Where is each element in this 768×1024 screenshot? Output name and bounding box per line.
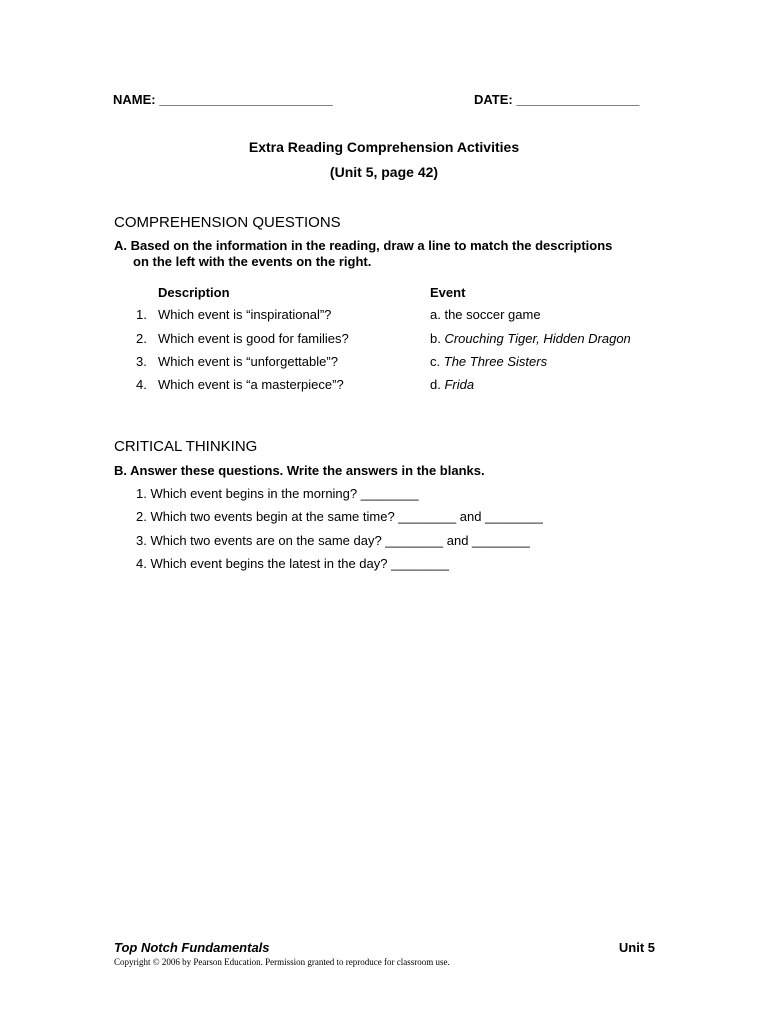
name-field (113, 92, 333, 107)
row-description: Which event is “a masterpiece”? (158, 377, 344, 392)
page-title: Extra Reading Comprehension Activities (248, 139, 520, 155)
match-row (0, 307, 768, 325)
page-subtitle: (Unit 5, page 42) (329, 164, 439, 180)
row-event (430, 354, 547, 369)
match-row (0, 377, 768, 395)
question-item: 3. Which two events are on the same day? ________ and ________ (136, 533, 530, 548)
copyright-notice: Copyright © 2006 by Pearson Education. Permission granted to reproduce for classroom use. (114, 957, 450, 967)
event-name: The Three Sisters (443, 354, 548, 369)
instruction-a-line2: on the left with the events on the right. (133, 254, 372, 269)
date-blank: _________________ (516, 92, 640, 107)
row-description: Which event is good for families? (158, 331, 349, 346)
event-letter: d. (430, 377, 441, 392)
row-number: 2. (136, 331, 147, 346)
column-header-description: Description (158, 285, 230, 300)
event-letter: b. (430, 331, 441, 346)
row-description: Which event is “unforgettable”? (158, 354, 338, 369)
question-item: 2. Which two events begin at the same time? ________ and ________ (136, 509, 543, 524)
match-row (0, 354, 768, 372)
row-event (430, 307, 541, 322)
name-blank: ________________________ (159, 92, 333, 107)
date-label: DATE: (474, 92, 513, 107)
match-row (0, 331, 768, 349)
footer-unit: Unit 5 (618, 940, 655, 955)
question-item: 1. Which event begins in the morning? ________ (136, 486, 419, 501)
event-name: Frida (444, 377, 475, 392)
section-heading-comprehension: COMPREHENSION QUESTIONS (114, 214, 341, 231)
instruction-b: B. Answer these questions. Write the answers in the blanks. (114, 463, 485, 478)
row-event (430, 331, 631, 346)
section-heading-critical-thinking: CRITICAL THINKING (114, 438, 258, 455)
instruction-a-line1: A. Based on the information in the reading, draw a line to match the descriptions (114, 238, 613, 253)
footer-book-title: Top Notch Fundamentals (114, 940, 270, 955)
event-name: the soccer game (444, 307, 541, 322)
row-number: 4. (136, 377, 147, 392)
row-description: Which event is “inspirational”? (158, 307, 332, 322)
event-letter: c. (430, 354, 441, 369)
event-name: Crouching Tiger, Hidden Dragon (444, 331, 631, 346)
row-number: 3. (136, 354, 147, 369)
date-field (474, 92, 639, 107)
row-number: 1. (136, 307, 147, 322)
question-item: 4. Which event begins the latest in the day? ________ (136, 556, 449, 571)
row-event (430, 377, 474, 392)
event-letter: a. (430, 307, 441, 322)
name-label: NAME: (113, 92, 156, 107)
column-header-event: Event (430, 285, 466, 300)
